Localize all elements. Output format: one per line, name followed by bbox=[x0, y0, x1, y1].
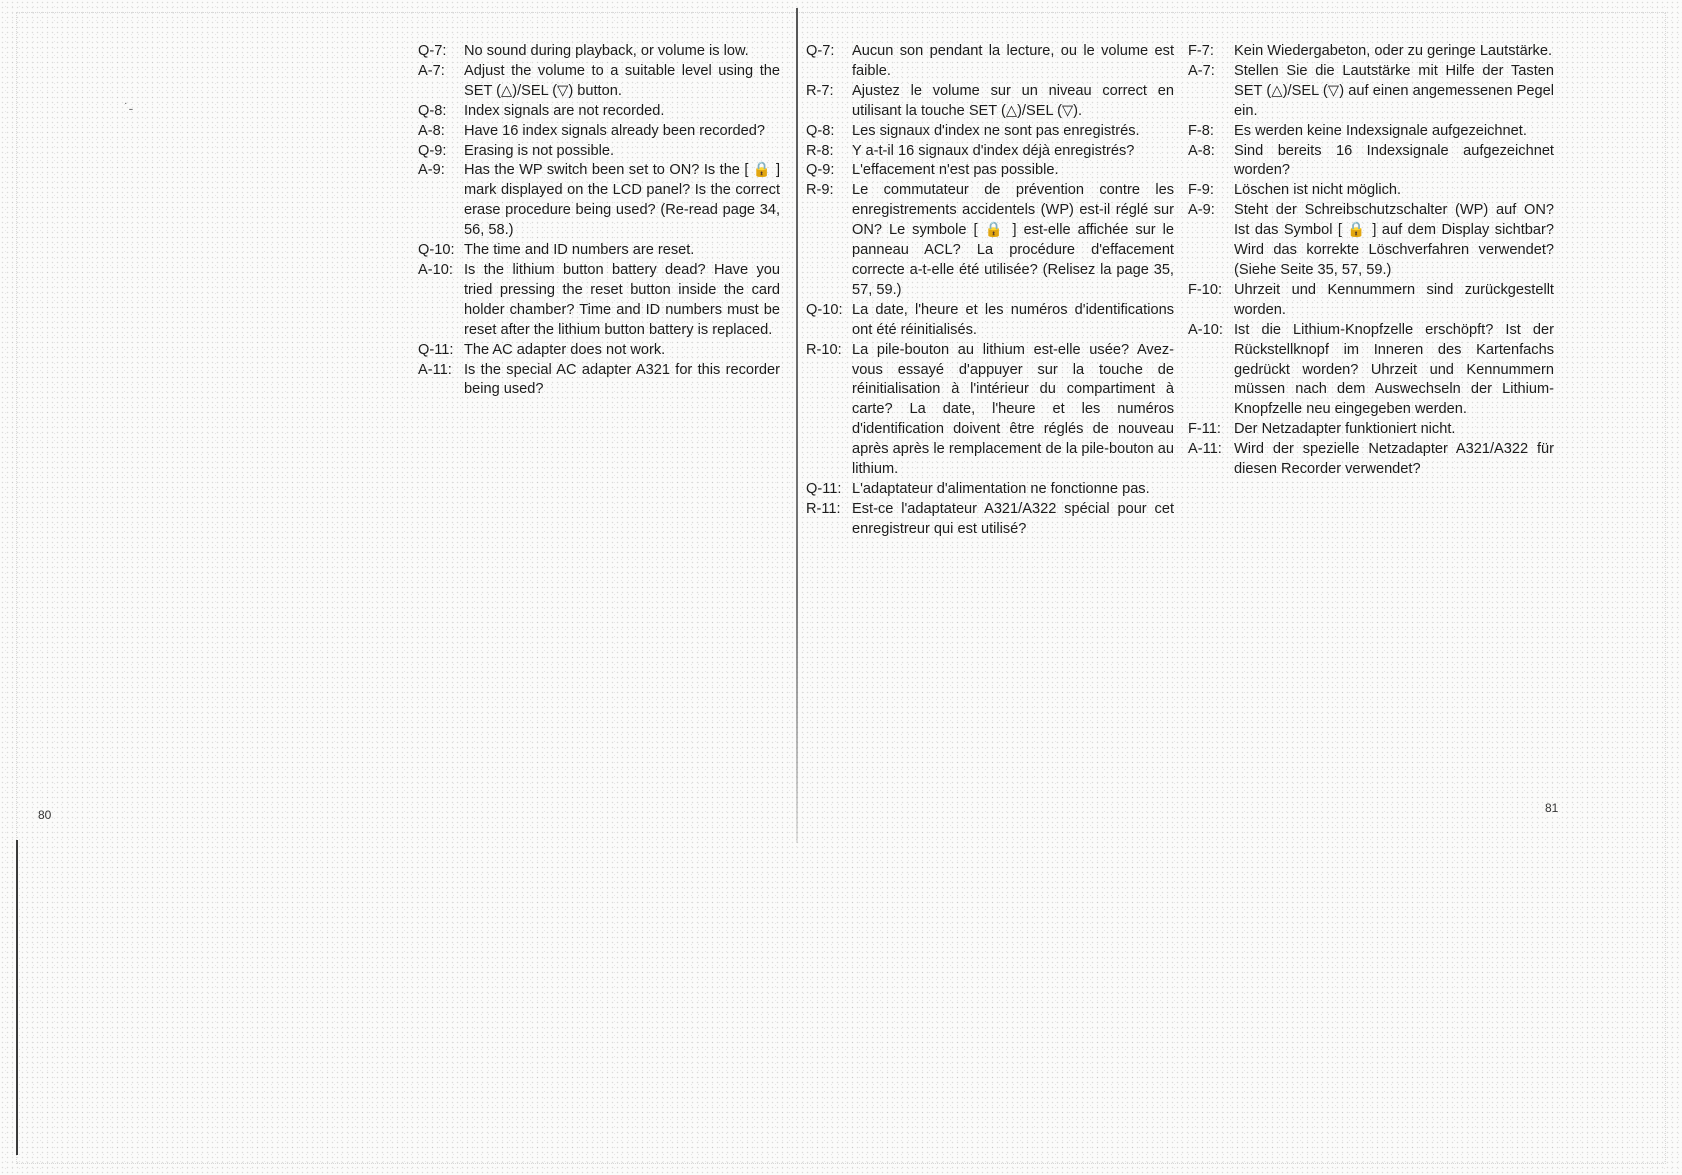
faq-code: Q-11: bbox=[806, 480, 842, 497]
faq-text: Ajustez le volume sur un niveau correct en utilisant la touche SET (△)/SEL (▽). bbox=[852, 82, 1174, 119]
faq-text: Uhrzeit und Kennummern sind zurückgestellt worden. bbox=[1234, 281, 1554, 318]
page-gutter bbox=[796, 8, 798, 843]
faq-entry bbox=[1188, 321, 1554, 421]
faq-text: Is the lithium button battery dead? Have you tried pressing the reset button inside the card holder chamber? Time and ID numbers must be reset after the lithium button battery is replaced. bbox=[464, 261, 780, 338]
faq-code: Q-10: bbox=[806, 301, 843, 318]
faq-text: Steht der Schreibschutzschalter (WP) auf ON? Ist das Symbol [ 🔒 ] auf dem Display sichtbar? Wird das korrekte Löschverfahren verwendet? (Siehe Seite 35, 57, 59.) bbox=[1234, 202, 1554, 278]
faq-entry bbox=[418, 241, 780, 261]
faq-code: Q-7: bbox=[806, 43, 835, 59]
faq-text: Les signaux d'index ne sont pas enregistrés. bbox=[852, 122, 1140, 139]
faq-code: A-11: bbox=[1188, 441, 1222, 458]
faq-text: Le commutateur de prévention contre les enregistrements accidentels (WP) est-il réglé sur ON? Le symbole [ 🔒 ] est-elle affichée sur le panneau ACL? La procédure d'effacement correcte a-t-elle été utilisée? (Relisez la page 35, 57, 59.) bbox=[852, 182, 1174, 298]
faq-entry bbox=[1188, 122, 1554, 142]
faq-entry bbox=[1188, 281, 1554, 321]
faq-code: R-7: bbox=[806, 82, 834, 99]
faq-code: F-9: bbox=[1188, 182, 1214, 199]
faq-code: A-9: bbox=[1188, 202, 1215, 219]
faq-code: A-10: bbox=[418, 261, 453, 278]
faq-text: The time and ID numbers are reset. bbox=[464, 242, 695, 259]
faq-code: Q-9: bbox=[418, 142, 447, 159]
faq-entry bbox=[1188, 420, 1554, 440]
faq-text: The AC adapter does not work. bbox=[464, 341, 666, 358]
faq-entry bbox=[418, 341, 780, 361]
german-faq-column bbox=[1188, 42, 1554, 480]
faq-entry bbox=[806, 480, 1174, 500]
faq-code: Q-10: bbox=[418, 242, 455, 259]
faq-entry bbox=[806, 82, 1174, 122]
faq-code: F-8: bbox=[1188, 122, 1214, 139]
faq-text: Aucun son pendant la lecture, ou le volume est faible. bbox=[852, 43, 1174, 79]
faq-code: A-7: bbox=[418, 62, 445, 79]
faq-entry bbox=[418, 142, 780, 162]
faq-text: Sind bereits 16 Indexsignale aufgezeichnet worden? bbox=[1234, 142, 1554, 179]
faq-code: A-10: bbox=[1188, 321, 1223, 338]
faq-text: Y a-t-il 16 signaux d'index déjà enregistrés? bbox=[852, 142, 1135, 159]
faq-entry bbox=[1188, 42, 1554, 62]
faq-code: R-11: bbox=[806, 500, 841, 517]
faq-text: Es werden keine Indexsignale aufgezeichnet. bbox=[1234, 122, 1527, 139]
faq-entry bbox=[806, 142, 1174, 162]
faq-entry bbox=[806, 122, 1174, 142]
faq-entry bbox=[1188, 201, 1554, 281]
faq-code: R-10: bbox=[806, 341, 842, 358]
faq-text: Wird der spezielle Netzadapter A321/A322 für diesen Recorder verwendet? bbox=[1234, 441, 1554, 478]
faq-code: F-11: bbox=[1188, 421, 1221, 438]
faq-code: A-7: bbox=[1188, 62, 1215, 79]
faq-entry bbox=[418, 161, 780, 241]
faq-text: Ist die Lithium-Knopfzelle erschöpft? Ist der Rückstellknopf im Inneren des Kartenfachs gedrückt worden? Uhrzeit und Kennummern müssen nach dem Auswechseln der Lithium-Knopfzelle neu eingegeben werden. bbox=[1234, 321, 1554, 418]
faq-entry bbox=[418, 42, 780, 62]
scan-speck: ˙- bbox=[124, 100, 134, 116]
faq-text: L'adaptateur d'alimentation ne fonctionne pas. bbox=[852, 480, 1150, 497]
faq-text: Kein Wiedergabeton, oder zu geringe Lautstärke. bbox=[1234, 43, 1553, 59]
faq-entry bbox=[806, 161, 1174, 181]
faq-code: Q-7: bbox=[418, 43, 447, 59]
faq-code: A-8: bbox=[418, 122, 445, 139]
faq-text: Stellen Sie die Lautstärke mit Hilfe der Tasten SET (△)/SEL (▽) auf einen angemessenen Pegel ein. bbox=[1234, 62, 1554, 119]
faq-code: Q-8: bbox=[806, 122, 835, 139]
faq-text: Have 16 index signals already been recorded? bbox=[464, 122, 765, 139]
faq-entry bbox=[418, 122, 780, 142]
faq-text: La date, l'heure et les numéros d'identifications ont été réinitialisés. bbox=[852, 301, 1174, 338]
faq-text: No sound during playback, or volume is low. bbox=[464, 43, 749, 59]
faq-entry bbox=[806, 181, 1174, 300]
faq-code: A-9: bbox=[418, 162, 445, 179]
faq-code: Q-9: bbox=[806, 162, 835, 179]
faq-entry bbox=[1188, 142, 1554, 182]
faq-code: A-8: bbox=[1188, 142, 1215, 159]
faq-text: Adjust the volume to a suitable level using the SET (△)/SEL (▽) button. bbox=[464, 62, 780, 99]
faq-entry bbox=[418, 261, 780, 341]
faq-entry bbox=[418, 62, 780, 102]
page-number-right: 81 bbox=[1545, 801, 1559, 815]
faq-entry bbox=[1188, 181, 1554, 201]
page-number-left: 80 bbox=[38, 808, 52, 822]
faq-entry bbox=[806, 301, 1174, 341]
faq-code: F-7: bbox=[1188, 43, 1214, 59]
faq-entry bbox=[806, 341, 1174, 480]
faq-entry bbox=[806, 500, 1174, 540]
scan-edge-mark bbox=[16, 840, 18, 1155]
faq-code: F-10: bbox=[1188, 281, 1223, 298]
faq-text: Der Netzadapter funktioniert nicht. bbox=[1234, 421, 1456, 438]
faq-code: A-11: bbox=[418, 361, 452, 378]
french-faq-column bbox=[806, 42, 1174, 540]
faq-code: Q-11: bbox=[418, 341, 454, 358]
faq-code: R-9: bbox=[806, 182, 834, 199]
faq-code: R-8: bbox=[806, 142, 834, 159]
english-faq-column bbox=[418, 42, 780, 400]
faq-entry bbox=[418, 361, 780, 401]
faq-text: Is the special AC adapter A321 for this recorder being used? bbox=[464, 361, 780, 398]
faq-text: Index signals are not recorded. bbox=[464, 102, 665, 119]
faq-text: L'effacement n'est pas possible. bbox=[852, 162, 1059, 179]
faq-entry bbox=[806, 42, 1174, 82]
faq-entry bbox=[418, 102, 780, 122]
faq-code: Q-8: bbox=[418, 102, 447, 119]
faq-text: La pile-bouton au lithium est-elle usée? Avez-vous essayé d'appuyer sur la touche de réinitialisation à l'intérieur du compartiment à carte? La date, l'heure et les numéros d'identification doivent être réglés de nouveau après après le remplacement de la pile-bouton au lithium. bbox=[852, 341, 1174, 478]
faq-text: Has the WP switch been set to ON? Is the [ 🔒 ] mark displayed on the LCD panel? Is the correct erase procedure being used? (Re-read page 34, 56, 58.) bbox=[464, 162, 780, 239]
faq-entry bbox=[1188, 62, 1554, 122]
faq-entry bbox=[1188, 440, 1554, 480]
faq-text: Erasing is not possible. bbox=[464, 142, 615, 159]
faq-text: Löschen ist nicht möglich. bbox=[1234, 182, 1402, 199]
faq-text: Est-ce l'adaptateur A321/A322 spécial pour cet enregistreur qui est utilisé? bbox=[852, 500, 1174, 537]
